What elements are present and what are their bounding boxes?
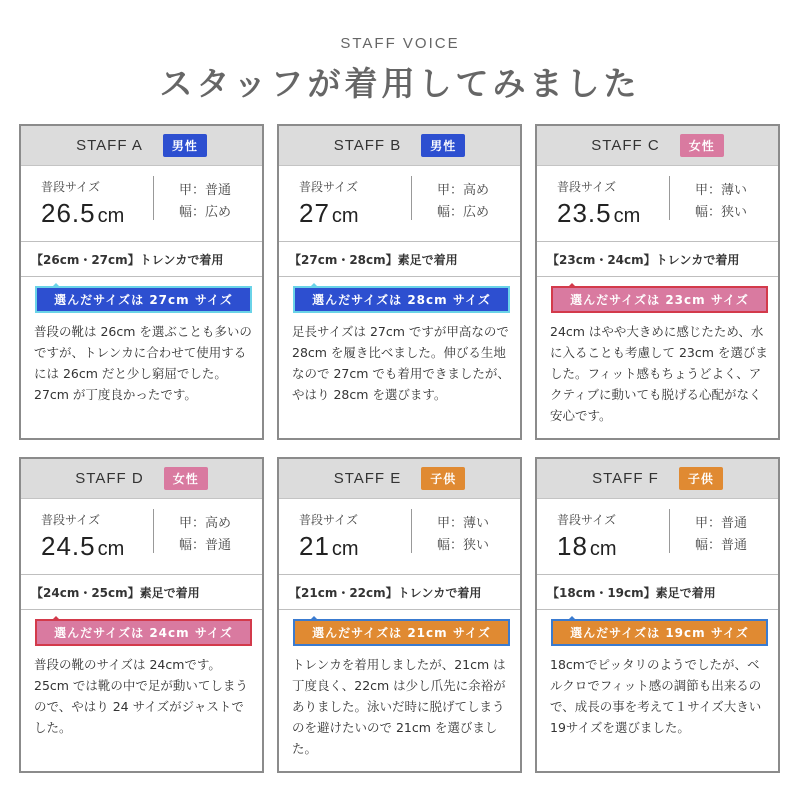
size-row bbox=[21, 166, 262, 242]
usual-size-label: 普段サイズ bbox=[41, 513, 101, 527]
selected-size-wrap bbox=[279, 610, 520, 654]
size-row bbox=[537, 166, 778, 242]
selected-size-label: 選んだサイズは 19cm サイズ bbox=[551, 619, 768, 646]
staff-comment: 普段の靴のサイズは 24cmです。25cm では靴の中で足が動いてしまうので、やはり 24 サイズがジャストでした。 bbox=[34, 657, 248, 735]
size-unit: cm bbox=[331, 205, 359, 227]
instep-value: 甲：薄い bbox=[437, 516, 490, 531]
size-number: 18 bbox=[557, 531, 588, 561]
size-divider bbox=[669, 509, 670, 553]
size-number: 26.5 bbox=[41, 198, 96, 228]
staff-card bbox=[19, 457, 264, 773]
selected-size-label: 選んだサイズは 23cm サイズ bbox=[551, 286, 768, 313]
staff-name: STAFF C bbox=[591, 137, 660, 154]
pill-tick bbox=[567, 616, 577, 621]
card-header bbox=[537, 459, 778, 499]
staff-card bbox=[535, 457, 780, 773]
selected-size-wrap bbox=[537, 610, 778, 654]
pill-tick bbox=[51, 283, 61, 288]
size-row bbox=[279, 499, 520, 575]
pill-tick bbox=[309, 616, 319, 621]
selected-size-label: 選んだサイズは 24cm サイズ bbox=[35, 619, 252, 646]
width-value: 幅：普通 bbox=[179, 538, 232, 553]
selected-size-wrap bbox=[21, 277, 262, 321]
usual-size-label: 普段サイズ bbox=[299, 180, 359, 194]
foot-shape bbox=[669, 166, 747, 241]
staff-name: STAFF F bbox=[592, 470, 659, 487]
usual-size bbox=[537, 166, 669, 241]
section-eyebrow: STAFF VOICE bbox=[340, 35, 460, 52]
selected-size-label: 選んだサイズは 21cm サイズ bbox=[293, 619, 510, 646]
instep-value: 甲：高め bbox=[437, 183, 490, 198]
width-value: 幅：狭い bbox=[695, 205, 748, 220]
width-value: 幅：普通 bbox=[695, 538, 748, 553]
staff-name: STAFF B bbox=[333, 137, 402, 154]
worn-sizes: 【27cm・28cm】素足で着用 bbox=[279, 242, 520, 277]
staff-card bbox=[277, 124, 522, 440]
size-divider bbox=[411, 509, 412, 553]
category-badge: 女性 bbox=[680, 134, 724, 157]
instep-value: 甲：普通 bbox=[179, 183, 232, 198]
category-badge: 子供 bbox=[421, 467, 465, 490]
pill-tick bbox=[567, 283, 577, 288]
size-number: 27 bbox=[299, 198, 330, 228]
usual-size-value bbox=[557, 531, 669, 562]
usual-size-value bbox=[299, 531, 411, 562]
size-row bbox=[537, 499, 778, 575]
staff-name: STAFF D bbox=[75, 470, 144, 487]
width-value: 幅：広め bbox=[437, 205, 490, 220]
foot-shape bbox=[153, 166, 231, 241]
selected-size-wrap bbox=[21, 610, 262, 654]
size-unit: cm bbox=[97, 205, 125, 227]
category-badge: 子供 bbox=[679, 467, 723, 490]
selected-size-label: 選んだサイズは 27cm サイズ bbox=[35, 286, 252, 313]
card-header bbox=[279, 126, 520, 166]
size-unit: cm bbox=[589, 538, 617, 560]
size-number: 21 bbox=[299, 531, 330, 561]
size-number: 23.5 bbox=[557, 198, 612, 228]
size-divider bbox=[153, 176, 154, 220]
size-divider bbox=[411, 176, 412, 220]
worn-sizes: 【23cm・24cm】トレンカで着用 bbox=[537, 242, 778, 277]
staff-name: STAFF A bbox=[76, 137, 143, 154]
usual-size-label: 普段サイズ bbox=[557, 180, 617, 194]
staff-comment: 18cmでピッタリのようでしたが、ベルクロでフィット感の調節も出来るので、成長の事を考えて１サイズ大きい19サイズを選びました。 bbox=[550, 657, 762, 735]
size-row bbox=[279, 166, 520, 242]
category-badge: 女性 bbox=[164, 467, 208, 490]
staff-comment: 普段の靴は 26cm を選ぶことも多いのですが、トレンカに合わせて使用するには 26cm だと少し窮屈でした。27cm が丁度良かったです。 bbox=[34, 324, 252, 402]
category-badge: 男性 bbox=[421, 134, 465, 157]
size-row bbox=[21, 499, 262, 575]
staff-comment: 24cm はやや大きめに感じたため、水に入ることも考慮して 23cm を選びました。フィット感もちょうどよく、アクティブに動いても脱げる心配がなく安心です。 bbox=[550, 324, 768, 423]
foot-shape bbox=[669, 499, 747, 574]
foot-shape bbox=[153, 499, 231, 574]
staff-name: STAFF E bbox=[333, 470, 402, 487]
card-header bbox=[537, 126, 778, 166]
width-value: 幅：狭い bbox=[437, 538, 490, 553]
size-unit: cm bbox=[331, 538, 359, 560]
worn-sizes: 【18cm・19cm】素足で着用 bbox=[537, 575, 778, 610]
pill-tick bbox=[309, 283, 319, 288]
card-header bbox=[279, 459, 520, 499]
usual-size-value bbox=[41, 531, 153, 562]
usual-size-value bbox=[299, 198, 411, 229]
usual-size-label: 普段サイズ bbox=[299, 513, 359, 527]
card-header bbox=[21, 126, 262, 166]
selected-size-wrap bbox=[279, 277, 520, 321]
staff-card bbox=[277, 457, 522, 773]
instep-value: 甲：普通 bbox=[695, 516, 748, 531]
category-badge: 男性 bbox=[163, 134, 207, 157]
width-value: 幅：広め bbox=[179, 205, 232, 220]
page-title: スタッフが着用してみました bbox=[159, 64, 641, 103]
usual-size bbox=[279, 499, 411, 574]
foot-shape bbox=[411, 166, 489, 241]
worn-sizes: 【26cm・27cm】トレンカで着用 bbox=[21, 242, 262, 277]
staff-card bbox=[19, 124, 264, 440]
usual-size-label: 普段サイズ bbox=[41, 180, 101, 194]
usual-size-value bbox=[41, 198, 153, 229]
instep-value: 甲：高め bbox=[179, 516, 232, 531]
usual-size bbox=[537, 499, 669, 574]
size-divider bbox=[153, 509, 154, 553]
staff-comment: トレンカを着用しましたが、21cm は丁度良く、22cm は少し爪先に余裕がありました。泳いだ時に脱げてしまうのを避けたいので 21cm を選びました。 bbox=[292, 657, 506, 756]
size-unit: cm bbox=[97, 538, 125, 560]
instep-value: 甲：薄い bbox=[695, 183, 748, 198]
usual-size bbox=[279, 166, 411, 241]
size-unit: cm bbox=[613, 205, 641, 227]
usual-size bbox=[21, 499, 153, 574]
selected-size-label: 選んだサイズは 28cm サイズ bbox=[293, 286, 510, 313]
selected-size-wrap bbox=[537, 277, 778, 321]
staff-card bbox=[535, 124, 780, 440]
worn-sizes: 【21cm・22cm】トレンカで着用 bbox=[279, 575, 520, 610]
size-divider bbox=[669, 176, 670, 220]
pill-tick bbox=[51, 616, 61, 621]
usual-size-value bbox=[557, 198, 669, 229]
worn-sizes: 【24cm・25cm】素足で着用 bbox=[21, 575, 262, 610]
staff-comment: 足長サイズは 27cm ですが甲高なので 28cm を履き比べました。伸びる生地なので 27cm でも着用できましたが、やはり 28cm を選びます。 bbox=[292, 324, 510, 402]
size-number: 24.5 bbox=[41, 531, 96, 561]
card-header bbox=[21, 459, 262, 499]
foot-shape bbox=[411, 499, 489, 574]
usual-size-label: 普段サイズ bbox=[557, 513, 617, 527]
usual-size bbox=[21, 166, 153, 241]
